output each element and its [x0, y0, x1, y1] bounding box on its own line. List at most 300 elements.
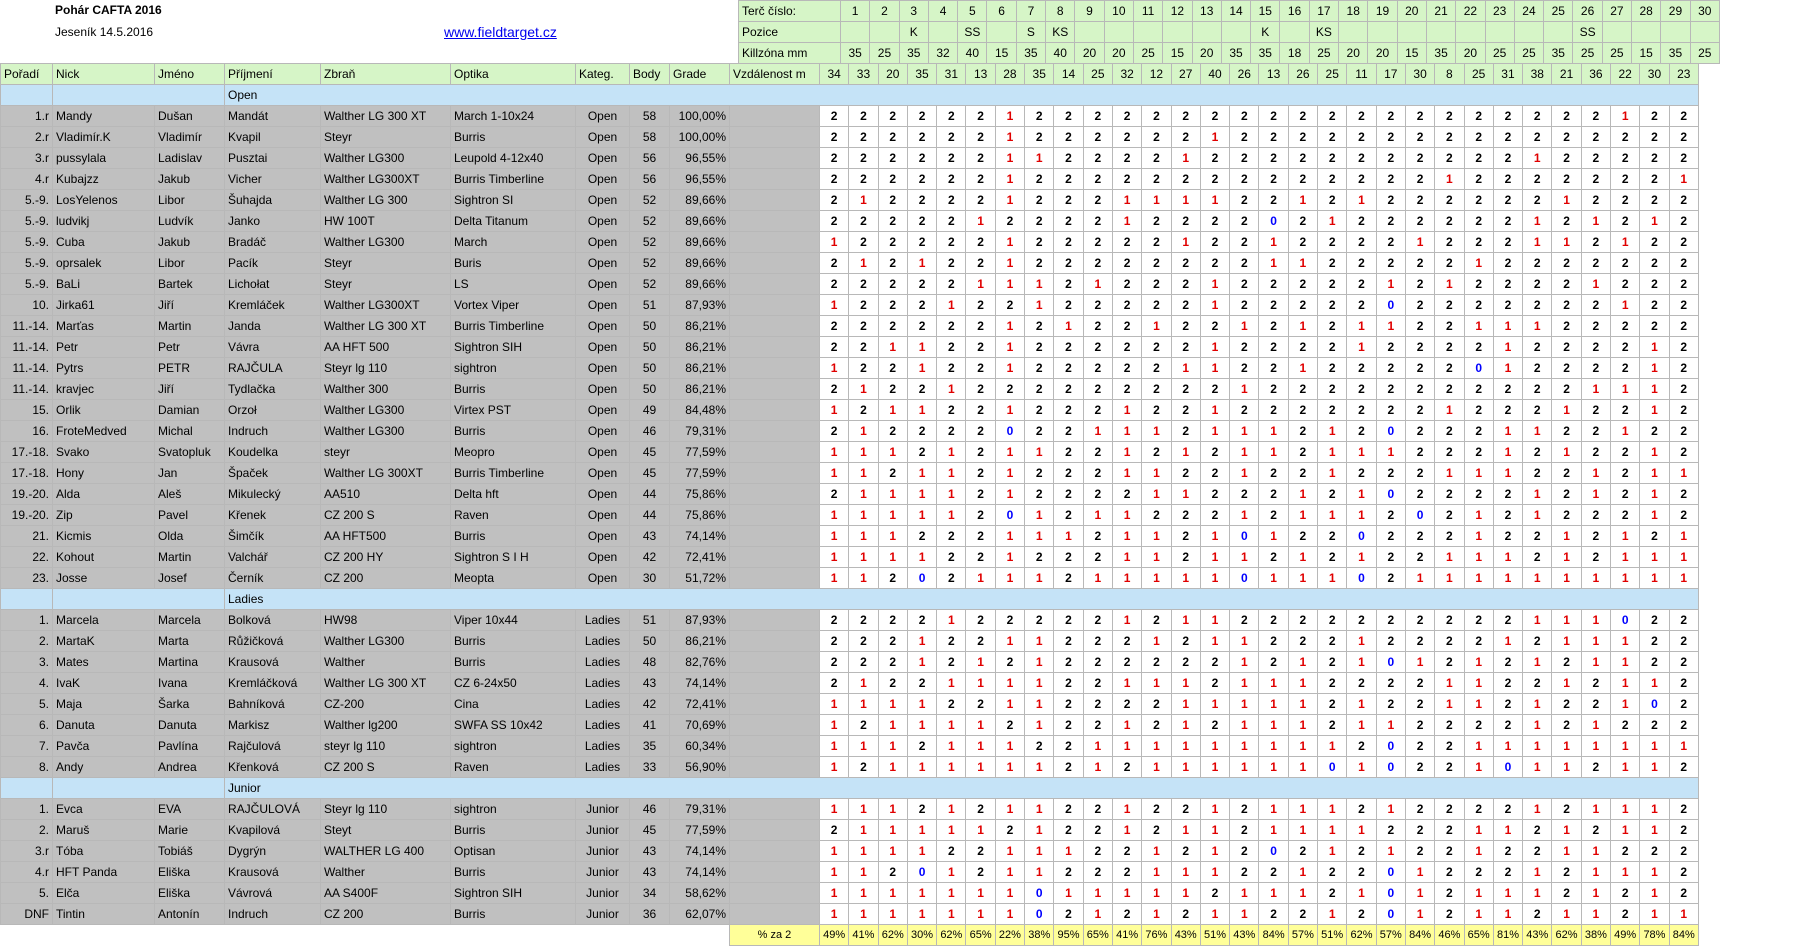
score-cell: 2 — [1083, 694, 1112, 715]
score-cell: 2 — [1464, 715, 1493, 736]
score-cell: 2 — [1347, 904, 1376, 925]
score-cell: 2 — [1405, 757, 1434, 778]
score-cell: 0 — [995, 505, 1024, 526]
target-position — [1426, 22, 1455, 43]
score-cell: 2 — [1083, 484, 1112, 505]
target-position — [1192, 22, 1221, 43]
score-cell: 1 — [1464, 736, 1493, 757]
prijmeni-cell: Vávrová — [225, 883, 321, 904]
score-cell: 1 — [1200, 127, 1229, 148]
score-cell: 0 — [1230, 526, 1259, 547]
target-number: 10 — [1104, 1, 1133, 22]
score-cell: 1 — [1464, 463, 1493, 484]
prijmeni-cell: Krausová — [225, 652, 321, 673]
prijmeni-cell: Krausová — [225, 862, 321, 883]
score-cell: 1 — [1493, 631, 1522, 652]
score-cell: 1 — [937, 484, 966, 505]
column-header: Příjmení — [225, 64, 321, 85]
score-cell: 1 — [995, 547, 1024, 568]
body-cell: 52 — [630, 274, 670, 295]
score-cell: 2 — [907, 211, 936, 232]
score-cell: 2 — [1669, 337, 1698, 358]
score-cell: 2 — [1464, 295, 1493, 316]
spacer-cell — [730, 505, 820, 526]
score-cell: 2 — [1640, 148, 1669, 169]
score-cell: 2 — [995, 610, 1024, 631]
score-cell: 0 — [1376, 652, 1405, 673]
rank-cell: 17.-18. — [1, 442, 53, 463]
score-cell: 2 — [1464, 400, 1493, 421]
score-cell: 2 — [1376, 232, 1405, 253]
score-cell: 1 — [1288, 568, 1317, 589]
table-row — [1, 463, 1699, 484]
zbran-cell: Walther — [321, 862, 451, 883]
score-cell: 2 — [1669, 148, 1698, 169]
score-cell: 1 — [1200, 757, 1229, 778]
zbran-cell: Steyr — [321, 274, 451, 295]
score-cell: 1 — [1288, 484, 1317, 505]
jmeno-cell: Damian — [155, 400, 225, 421]
target-distance: 30 — [1640, 64, 1669, 85]
target-killzone: 35 — [1016, 43, 1045, 64]
score-cell: 1 — [1142, 862, 1171, 883]
score-cell: 2 — [1640, 652, 1669, 673]
score-cell: 2 — [1523, 631, 1552, 652]
score-cell: 2 — [1171, 169, 1200, 190]
score-cell: 1 — [995, 526, 1024, 547]
table-row — [1, 337, 1699, 358]
table-row — [1, 484, 1699, 505]
score-cell: 2 — [1318, 862, 1347, 883]
score-cell: 1 — [1142, 736, 1171, 757]
score-cell: 2 — [1142, 253, 1171, 274]
score-cell: 2 — [1347, 211, 1376, 232]
score-cell: 2 — [907, 274, 936, 295]
score-cell: 1 — [1230, 652, 1259, 673]
score-cell: 2 — [1493, 211, 1522, 232]
score-cell: 1 — [1347, 883, 1376, 904]
rank-cell: 7. — [1, 736, 53, 757]
score-cell: 2 — [1640, 106, 1669, 127]
grade-cell: 100,00% — [670, 106, 730, 127]
score-cell: 1 — [1523, 715, 1552, 736]
target-distance: 8 — [1435, 64, 1464, 85]
percent-cell: 57% — [1288, 925, 1317, 946]
score-cell: 1 — [1405, 652, 1434, 673]
score-cell: 1 — [1318, 904, 1347, 925]
score-cell: 2 — [937, 148, 966, 169]
score-cell: 1 — [1318, 841, 1347, 862]
score-cell: 1 — [1523, 652, 1552, 673]
score-cell: 2 — [1259, 148, 1288, 169]
score-cell: 1 — [1611, 526, 1640, 547]
score-cell: 1 — [1112, 211, 1141, 232]
nick-cell: Mates — [53, 652, 155, 673]
score-cell: 2 — [966, 505, 995, 526]
nick-cell: Andy — [53, 757, 155, 778]
spacer-cell — [730, 316, 820, 337]
score-cell: 2 — [1405, 841, 1434, 862]
score-cell: 0 — [1640, 694, 1669, 715]
target-position: SS — [1573, 22, 1602, 43]
target-distance: 35 — [907, 64, 936, 85]
score-cell: 2 — [1669, 190, 1698, 211]
score-cell: 2 — [1523, 106, 1552, 127]
score-cell: 2 — [1611, 463, 1640, 484]
score-cell: 2 — [1581, 757, 1610, 778]
score-cell: 2 — [1347, 610, 1376, 631]
nick-cell: ludvikj — [53, 211, 155, 232]
score-cell: 2 — [1200, 463, 1229, 484]
score-cell: 2 — [1171, 799, 1200, 820]
grade-cell: 89,66% — [670, 232, 730, 253]
score-cell: 2 — [1083, 673, 1112, 694]
score-cell: 2 — [1025, 211, 1054, 232]
score-cell: 2 — [1171, 211, 1200, 232]
score-cell: 2 — [1259, 610, 1288, 631]
score-cell: 1 — [1025, 841, 1054, 862]
nick-cell: LosYelenos — [53, 190, 155, 211]
score-cell: 2 — [820, 316, 849, 337]
optika-cell: Burris — [451, 127, 576, 148]
grade-cell: 74,14% — [670, 841, 730, 862]
score-cell: 2 — [849, 757, 878, 778]
score-cell: 2 — [1230, 400, 1259, 421]
score-cell: 2 — [1435, 442, 1464, 463]
score-cell: 1 — [1230, 715, 1259, 736]
score-cell: 1 — [1171, 715, 1200, 736]
score-cell: 1 — [1435, 673, 1464, 694]
score-cell: 2 — [1083, 379, 1112, 400]
spacer-cell — [730, 463, 820, 484]
section-row — [1, 778, 1699, 799]
score-cell: 2 — [1581, 547, 1610, 568]
score-cell: 1 — [1581, 715, 1610, 736]
target-distance: 13 — [1259, 64, 1288, 85]
score-cell: 2 — [1493, 148, 1522, 169]
jmeno-cell: Petr — [155, 337, 225, 358]
jmeno-cell: Eliška — [155, 883, 225, 904]
prijmeni-cell: Pusztai — [225, 148, 321, 169]
zbran-cell: Walther LG300 — [321, 148, 451, 169]
percent-cell: 81% — [1493, 925, 1522, 946]
table-row — [1, 274, 1699, 295]
score-cell: 1 — [1025, 652, 1054, 673]
target-killzone: 35 — [1426, 43, 1455, 64]
score-cell: 2 — [1083, 127, 1112, 148]
score-cell: 2 — [907, 421, 936, 442]
score-cell: 2 — [1288, 148, 1317, 169]
rank-cell: 5.-9. — [1, 253, 53, 274]
nick-cell: Kicmis — [53, 526, 155, 547]
spacer-cell — [730, 862, 820, 883]
score-cell: 2 — [995, 652, 1024, 673]
score-cell: 1 — [1552, 568, 1581, 589]
score-cell: 1 — [1552, 841, 1581, 862]
spacer-cell — [730, 652, 820, 673]
score-cell: 2 — [1464, 484, 1493, 505]
score-cell: 1 — [1640, 442, 1669, 463]
score-cell: 2 — [1054, 484, 1083, 505]
score-cell: 1 — [1640, 358, 1669, 379]
score-cell: 1 — [1523, 694, 1552, 715]
body-cell: 43 — [630, 841, 670, 862]
target-number: 23 — [1485, 1, 1514, 22]
score-cell: 1 — [1581, 463, 1610, 484]
score-cell: 1 — [907, 820, 936, 841]
rank-cell: 22. — [1, 547, 53, 568]
score-cell: 2 — [1376, 400, 1405, 421]
target-distance: 25 — [1318, 64, 1347, 85]
score-cell: 2 — [1581, 127, 1610, 148]
spacer-cell — [730, 400, 820, 421]
grade-cell: 82,76% — [670, 652, 730, 673]
score-cell: 2 — [1318, 484, 1347, 505]
score-cell: 2 — [1493, 400, 1522, 421]
target-killzone: 25 — [1514, 43, 1543, 64]
score-cell: 2 — [1376, 169, 1405, 190]
percent-label: % za 2 — [730, 925, 820, 946]
optika-cell: SWFA SS 10x42 — [451, 715, 576, 736]
score-cell: 1 — [1347, 652, 1376, 673]
prijmeni-cell: Lichołat — [225, 274, 321, 295]
score-cell: 2 — [966, 337, 995, 358]
score-cell: 2 — [849, 652, 878, 673]
prijmeni-cell: Valchář — [225, 547, 321, 568]
score-cell: 1 — [1083, 421, 1112, 442]
score-cell: 1 — [1142, 316, 1171, 337]
table-row — [1, 568, 1699, 589]
score-cell: 1 — [849, 421, 878, 442]
score-cell: 1 — [1083, 736, 1112, 757]
score-cell: 1 — [995, 631, 1024, 652]
score-cell: 2 — [1435, 652, 1464, 673]
score-cell: 2 — [1025, 169, 1054, 190]
spacer-cell — [730, 610, 820, 631]
body-cell: 45 — [630, 463, 670, 484]
score-cell: 2 — [1611, 190, 1640, 211]
section-spacer — [1, 778, 53, 799]
spacer-cell — [730, 211, 820, 232]
section-name: Open — [225, 85, 1699, 106]
score-cell: 2 — [878, 652, 907, 673]
score-cell: 2 — [820, 610, 849, 631]
target-distance: 40 — [1200, 64, 1229, 85]
score-cell: 1 — [1171, 568, 1200, 589]
score-cell: 2 — [820, 421, 849, 442]
optika-cell: Burris — [451, 379, 576, 400]
score-cell: 2 — [878, 232, 907, 253]
kateg-cell: Open — [576, 232, 630, 253]
zbran-cell: CZ 200 S — [321, 757, 451, 778]
zbran-cell: Walther — [321, 652, 451, 673]
table-row — [1, 631, 1699, 652]
score-cell: 1 — [820, 715, 849, 736]
score-cell: 1 — [907, 715, 936, 736]
nick-cell: Tóba — [53, 841, 155, 862]
optika-cell: Cina — [451, 694, 576, 715]
score-cell: 1 — [1142, 463, 1171, 484]
score-cell: 1 — [1581, 652, 1610, 673]
score-cell: 2 — [1288, 127, 1317, 148]
score-cell: 1 — [1552, 400, 1581, 421]
score-cell: 2 — [1435, 106, 1464, 127]
score-cell: 1 — [1025, 799, 1054, 820]
score-cell: 2 — [1318, 127, 1347, 148]
body-cell: 56 — [630, 148, 670, 169]
score-cell: 2 — [907, 673, 936, 694]
score-cell: 2 — [1054, 358, 1083, 379]
prijmeni-cell: Dygrýn — [225, 841, 321, 862]
score-cell: 2 — [1435, 232, 1464, 253]
score-cell: 2 — [1054, 127, 1083, 148]
score-cell: 1 — [1025, 673, 1054, 694]
score-cell: 1 — [1288, 358, 1317, 379]
score-cell: 2 — [1611, 337, 1640, 358]
score-cell: 1 — [1025, 715, 1054, 736]
score-cell: 2 — [1171, 316, 1200, 337]
kateg-cell: Open — [576, 211, 630, 232]
rank-cell: 5.-9. — [1, 190, 53, 211]
score-cell: 1 — [1318, 505, 1347, 526]
kateg-cell: Junior — [576, 799, 630, 820]
score-cell: 2 — [1318, 652, 1347, 673]
optika-cell: Viper 10x44 — [451, 610, 576, 631]
score-cell: 2 — [1347, 463, 1376, 484]
optika-cell: Delta Titanum — [451, 211, 576, 232]
score-cell: 2 — [1581, 295, 1610, 316]
score-cell: 2 — [966, 526, 995, 547]
score-cell: 2 — [1552, 337, 1581, 358]
score-cell: 1 — [1288, 190, 1317, 211]
score-cell: 1 — [1171, 673, 1200, 694]
prijmeni-cell: Koudelka — [225, 442, 321, 463]
zbran-cell: WALTHER LG 400 — [321, 841, 451, 862]
score-cell: 2 — [878, 862, 907, 883]
score-cell: 2 — [1405, 547, 1434, 568]
rank-cell: 11.-14. — [1, 358, 53, 379]
score-cell: 2 — [966, 295, 995, 316]
score-cell: 2 — [1142, 715, 1171, 736]
score-cell: 1 — [1083, 757, 1112, 778]
grade-cell: 96,55% — [670, 169, 730, 190]
score-cell: 2 — [1025, 358, 1054, 379]
score-cell: 1 — [1669, 736, 1698, 757]
spacer-cell — [730, 883, 820, 904]
target-number: 9 — [1075, 1, 1104, 22]
score-cell: 2 — [966, 547, 995, 568]
score-cell: 1 — [1318, 442, 1347, 463]
prijmeni-cell: Kvapil — [225, 127, 321, 148]
spacer-cell — [730, 421, 820, 442]
score-cell: 1 — [1523, 610, 1552, 631]
jmeno-cell: Eliška — [155, 862, 225, 883]
score-cell: 2 — [1142, 337, 1171, 358]
score-cell: 2 — [1083, 148, 1112, 169]
nick-cell: Zip — [53, 505, 155, 526]
target-killzone: 25 — [870, 43, 899, 64]
results-table — [0, 63, 1699, 946]
score-cell: 2 — [849, 316, 878, 337]
score-cell: 1 — [907, 337, 936, 358]
nick-cell: pussylala — [53, 148, 155, 169]
score-cell: 1 — [849, 568, 878, 589]
score-cell: 2 — [1142, 442, 1171, 463]
score-cell: 2 — [1259, 904, 1288, 925]
score-cell: 2 — [1376, 358, 1405, 379]
grade-cell: 60,34% — [670, 736, 730, 757]
score-cell: 2 — [1054, 148, 1083, 169]
score-cell: 2 — [1376, 148, 1405, 169]
target-killzone: 25 — [1602, 43, 1631, 64]
nick-cell: Alda — [53, 484, 155, 505]
score-cell: 2 — [966, 694, 995, 715]
score-cell: 1 — [907, 400, 936, 421]
score-cell: 1 — [1083, 505, 1112, 526]
target-killzone: 20 — [1368, 43, 1397, 64]
score-cell: 1 — [1347, 757, 1376, 778]
score-cell: 2 — [1435, 799, 1464, 820]
target-position — [1690, 22, 1719, 43]
nick-cell: kravjec — [53, 379, 155, 400]
score-cell: 1 — [1581, 274, 1610, 295]
score-cell: 1 — [966, 736, 995, 757]
score-cell: 1 — [820, 295, 849, 316]
score-cell: 1 — [1611, 232, 1640, 253]
score-cell: 1 — [966, 673, 995, 694]
score-cell: 2 — [1640, 253, 1669, 274]
target-position — [1221, 22, 1250, 43]
score-cell: 2 — [1493, 715, 1522, 736]
score-cell: 1 — [1523, 211, 1552, 232]
score-cell: 1 — [1259, 757, 1288, 778]
score-cell: 2 — [995, 379, 1024, 400]
rank-cell: 23. — [1, 568, 53, 589]
score-cell: 0 — [1464, 358, 1493, 379]
score-cell: 2 — [907, 526, 936, 547]
website-link[interactable]: www.fieldtarget.cz — [444, 24, 557, 40]
spacer-cell — [730, 442, 820, 463]
score-cell: 2 — [1376, 820, 1405, 841]
score-cell: 1 — [966, 715, 995, 736]
score-cell: 1 — [1347, 190, 1376, 211]
score-cell: 2 — [966, 610, 995, 631]
jmeno-cell: Michal — [155, 421, 225, 442]
target-distance: 26 — [1288, 64, 1317, 85]
score-cell: 2 — [1318, 190, 1347, 211]
score-cell: 2 — [1376, 211, 1405, 232]
score-cell: 2 — [1669, 106, 1698, 127]
score-cell: 2 — [1523, 841, 1552, 862]
spacer-cell — [730, 841, 820, 862]
spacer-cell — [730, 295, 820, 316]
score-cell: 2 — [1376, 106, 1405, 127]
prijmeni-cell: Rajčulová — [225, 736, 321, 757]
jmeno-cell: Libor — [155, 253, 225, 274]
score-cell: 2 — [1171, 379, 1200, 400]
kateg-cell: Open — [576, 379, 630, 400]
optika-cell: Raven — [451, 505, 576, 526]
body-cell: 44 — [630, 505, 670, 526]
target-number: 3 — [899, 1, 928, 22]
score-cell: 1 — [1200, 190, 1229, 211]
score-cell: 1 — [1611, 547, 1640, 568]
target-distance: 13 — [966, 64, 995, 85]
score-cell: 1 — [995, 463, 1024, 484]
jmeno-cell: Ladislav — [155, 148, 225, 169]
rank-cell: 3. — [1, 652, 53, 673]
score-cell: 1 — [1347, 631, 1376, 652]
